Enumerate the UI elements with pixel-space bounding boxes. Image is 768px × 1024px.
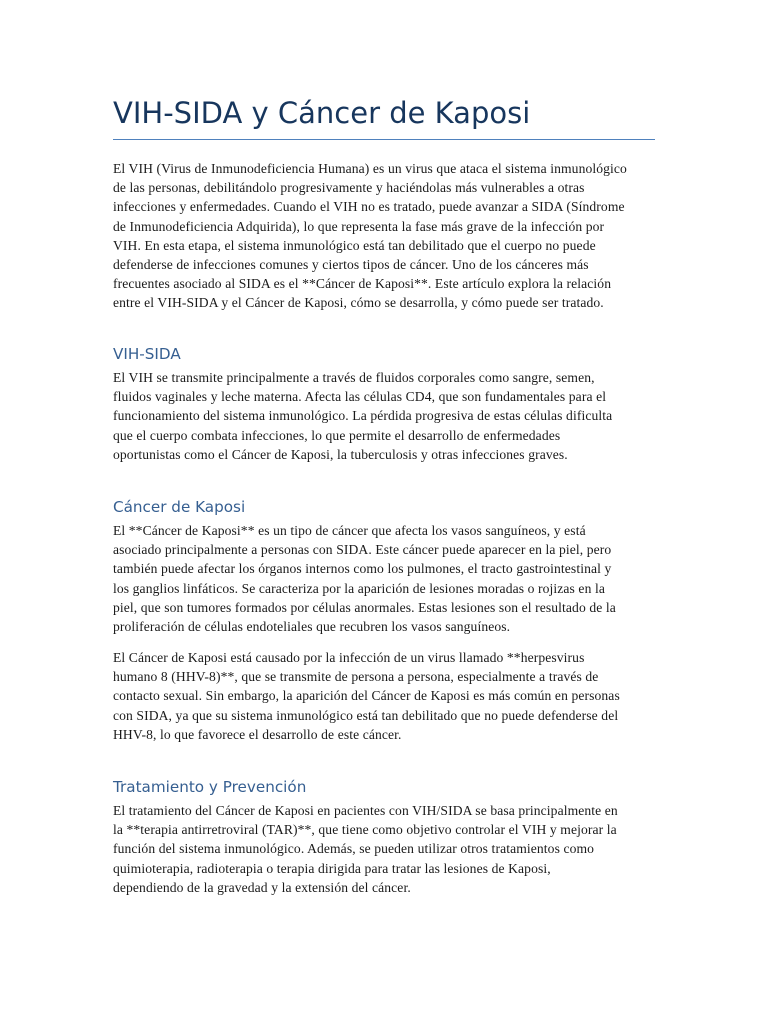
text-line: función del sistema inmunológico. Además, se pueden utilizar otros tratamientos como (113, 841, 595, 857)
text-line: también puede afectar los órganos internos como los pulmones, el tracto gastrointestinal y (113, 561, 612, 577)
text-line: frecuentes asociado al SIDA es el **Cáncer de Kaposi**. Este artículo explora la relación (113, 276, 612, 292)
intro-paragraph (113, 159, 656, 313)
section-heading-vih-sida: VIH-SIDA (113, 345, 181, 363)
text-line: HHV-8, lo que favorece el desarrollo de este cáncer. (113, 726, 402, 742)
section-paragraph (113, 648, 656, 744)
text-line: El VIH (Virus de Inmunodeficiencia Humana) es un virus que ataca el sistema inmunológico (113, 161, 627, 176)
text-line: entre el VIH-SIDA y el Cáncer de Kaposi, cómo se desarrolla, y cómo puede ser tratado. (113, 295, 604, 311)
text-line: de Inmunodeficiencia Adquirida), lo que representa la fase más grave de la infección por (113, 218, 605, 234)
text-line: la **terapia antirretroviral (TAR)**, que tiene como objetivo controlar el VIH y mejorar la (113, 822, 617, 838)
text-line: quimioterapia, radioterapia o terapia dirigida para tratar las lesiones de Kaposi, (113, 860, 551, 876)
text-line: asociado principalmente a personas con SIDA. Este cáncer puede aparecer en la piel, pero (113, 542, 612, 558)
text-line: contacto sexual. Sin embargo, la aparición del Cáncer de Kaposi es más común en personas (113, 688, 620, 704)
text-line: piel, que son tumores formados por células anormales. Estas lesiones son el resultado de la (113, 599, 616, 615)
text-line: dependiendo de la gravedad y la extensión del cáncer. (113, 879, 411, 895)
text-line: El tratamiento del Cáncer de Kaposi en pacientes con VIH/SIDA se basa principalmente en (113, 803, 618, 818)
text-line: humano 8 (HHV-8)**, que se transmite de persona a persona, especialmente a través de (113, 669, 599, 685)
text-line: infecciones y enfermedades. Cuando el VIH no es tratado, puede avanzar a SIDA (Síndrome (113, 199, 625, 215)
text-line: VIH. En esta etapa, el sistema inmunológico está tan debilitado que el cuerpo no puede (113, 237, 596, 253)
text-line: funcionamiento del sistema inmunológico. La pérdida progresiva de estas células dificulta (113, 408, 613, 424)
text-line: oportunistas como el Cáncer de Kaposi, la tuberculosis y otras infecciones graves. (113, 446, 568, 462)
text-line: El VIH se transmite principalmente a través de fluidos corporales como sangre, semen, (113, 370, 595, 385)
text-line: los ganglios linfáticos. Se caracteriza por la aparición de lesiones moradas o rojizas en la (113, 580, 605, 596)
text-line: con SIDA, ya que su sistema inmunológico está tan debilitado que no puede defenderse del (113, 707, 619, 723)
section-paragraph (113, 368, 656, 464)
text-line: que el cuerpo combata infecciones, lo que permite el desarrollo de enfermedades (113, 427, 561, 443)
section-paragraph (113, 521, 656, 636)
text-line: de las personas, debilitándolo progresivamente y haciéndolas más vulnerables a otras (113, 180, 585, 196)
section-paragraph (113, 801, 656, 897)
document-title: VIH-SIDA y Cáncer de Kaposi (113, 96, 531, 130)
text-line: El **Cáncer de Kaposi** es un tipo de cáncer que afecta los vasos sanguíneos, y está (113, 523, 586, 538)
text-line: fluidos vaginales y leche materna. Afecta las células CD4, que son fundamentales para el (113, 389, 607, 405)
text-line: defenderse de infecciones comunes y ciertos tipos de cáncer. Uno de los cánceres más (113, 257, 589, 273)
text-line: proliferación de células endoteliales que recubren los vasos sanguíneos. (113, 619, 511, 635)
text-line: El Cáncer de Kaposi está causado por la infección de un virus llamado **herpesvirus (113, 650, 585, 665)
section-heading-tratamiento-y-prevencion: Tratamiento y Prevención (113, 778, 307, 796)
title-underline (113, 139, 655, 140)
section-heading-cancer-de-kaposi: Cáncer de Kaposi (113, 498, 246, 516)
